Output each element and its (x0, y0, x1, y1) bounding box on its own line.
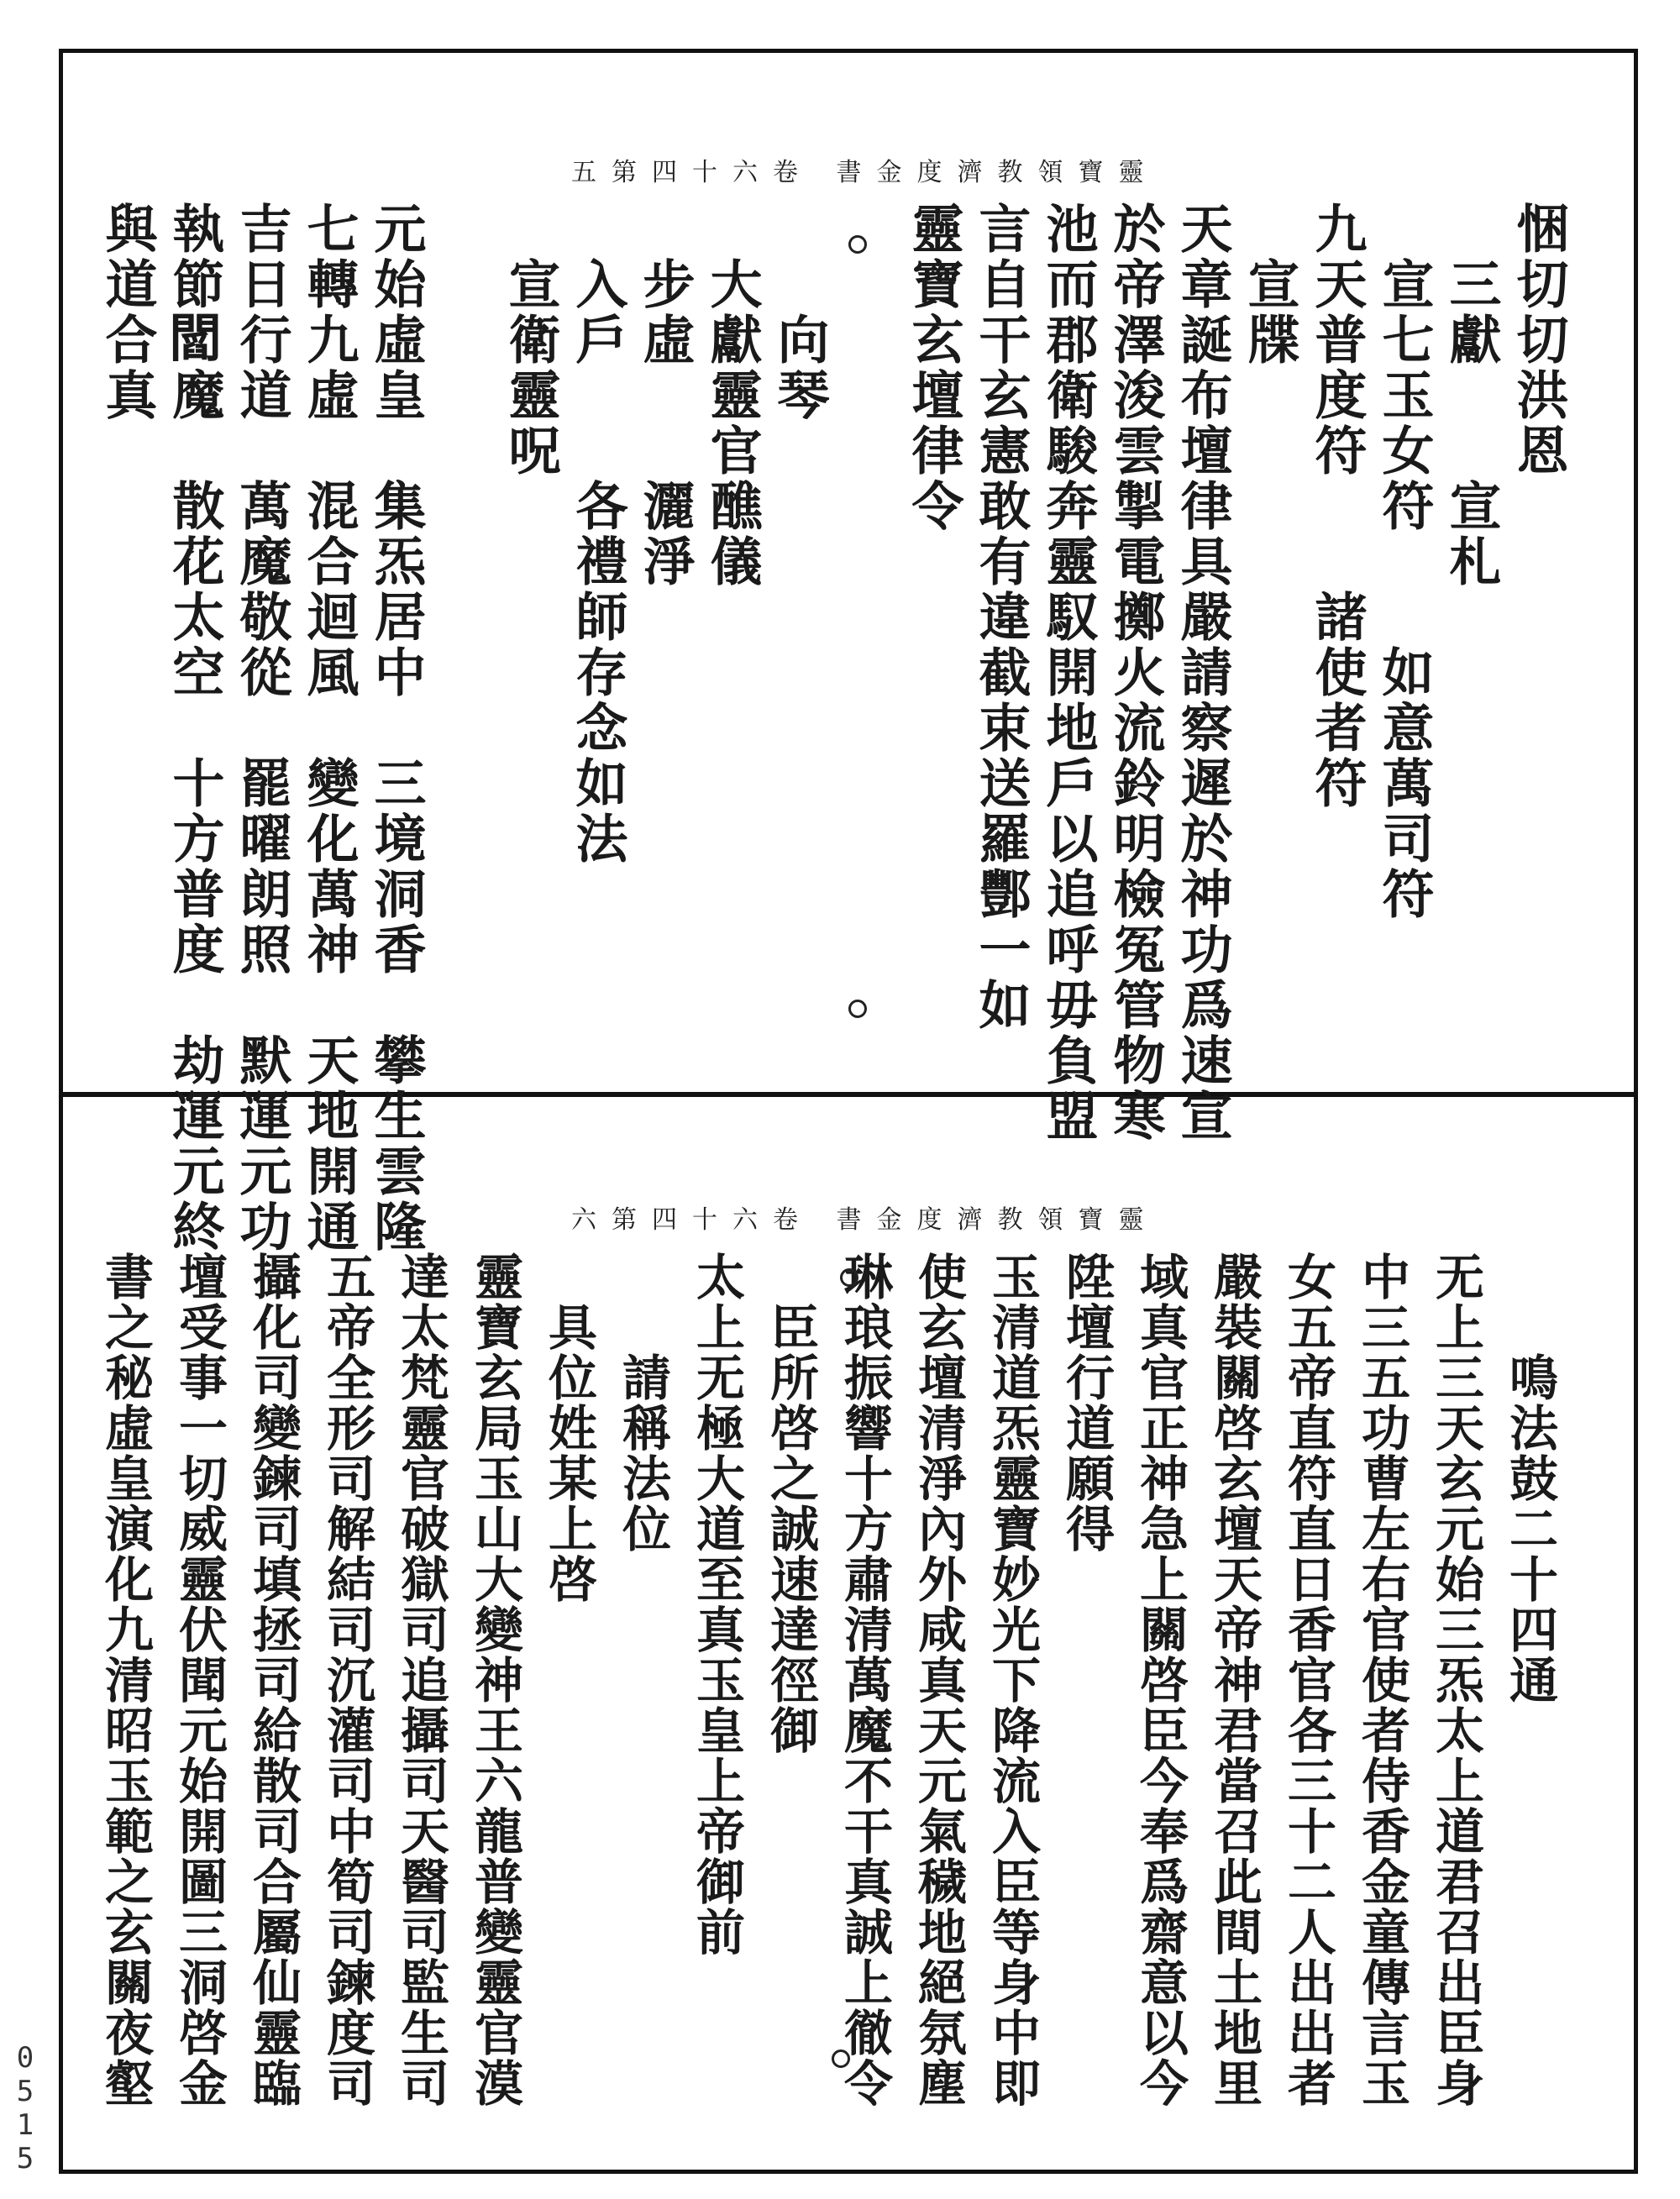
text-column: 攝化司變鍊司填拯司給散司合屬仙靈臨 (244, 1252, 302, 2108)
text-column: 天章誕布壇律具嚴請察遲於神功爲速宣 (1172, 202, 1233, 1144)
page-number: 0515 (8, 2041, 42, 2175)
text-column: 吉日行道 萬魔敬從 罷曜朗照 默運元功 (231, 202, 292, 1255)
text-column: 入戶 各禮師存念如法 (567, 202, 628, 867)
text-column: 言自干玄憲敢有違截束送羅酆一如 (970, 202, 1032, 1033)
text-column: 域真官正神急上關啓臣今奉爲齋意以今 (1131, 1252, 1189, 2108)
circle-mark (832, 2049, 850, 2068)
text-column: 三獻 宣札 (1441, 202, 1502, 590)
text-column: 太上无極大道至真玉皇上帝御前 (688, 1252, 745, 1957)
page-divider (59, 1092, 1638, 1097)
text-column: 女五帝直符直日香官各三十二人出出者 (1279, 1252, 1336, 2108)
text-column: 陞壇行道願得 (1058, 1252, 1115, 1554)
folio-bottom: 靈寶領教濟度金書 卷六十四第六 (571, 1205, 1159, 1235)
text-column: 靈寶玄局玉山大變神王六龍普變靈官漠 (466, 1252, 523, 2108)
text-column: 臣所啓之誠速達徑御 (762, 1252, 819, 1756)
bottom-page-panel (84, 1252, 1579, 2159)
text-column: 悃切切洪恩 (1508, 202, 1569, 479)
text-column: 嚴裝關啓玄壇天帝神君當召此間土地里 (1205, 1252, 1263, 2108)
text-column: 宣牒 (1239, 202, 1300, 368)
text-column: 中三五功曹左右官使者侍香金童傳言玉 (1353, 1252, 1410, 2108)
text-column: 步虛 灑淨 (634, 202, 696, 590)
text-column: 達太梵靈官破獄司追攝司天醫司監生司 (392, 1252, 449, 2108)
text-column: 宣衛靈呪 (500, 202, 561, 479)
text-column: 七轉九虛 混合迴風 變化萬神 天地開通 (298, 202, 360, 1255)
text-column: 元始虛皇 集炁居中 三境洞香 攀生雲隆 (365, 202, 427, 1255)
text-column: 靈寶玄壇律令 (903, 202, 964, 534)
text-column: 向琴 (769, 202, 830, 423)
folio-top: 靈寶領教濟度金書 卷六十四第五 (571, 158, 1159, 187)
text-column: 壇受事一切威靈伏聞元始開圖三洞啓金 (171, 1252, 228, 2108)
text-column: 五帝全形司解結司沉灌司中筍司鍊度司 (318, 1252, 375, 2108)
text-column: 與道合真 (97, 202, 158, 423)
text-column: 請稱法位 (614, 1252, 671, 1554)
text-column: 執節𨶒魔 散花太空 十方普度 劫運元終 (164, 202, 225, 1255)
text-column: 琳琅振響十方肅清萬魔不干真誠上徹令 (836, 1252, 893, 2108)
text-column: 書之秘虛皇演化九清昭玉範之玄關夜壑 (97, 1252, 154, 2108)
text-column: 宣七玉女符 如意萬司符 (1373, 202, 1435, 922)
text-column: 於帝澤浚雲掣電擲火流鈴明檢冤管物寒 (1105, 202, 1166, 1144)
text-column: 九天普度符 諸使者符 (1306, 202, 1368, 811)
text-column: 大獻靈官醮儀 (701, 202, 763, 590)
circle-mark (840, 1268, 858, 1287)
text-column: 具位姓某上啓 (540, 1252, 597, 1604)
text-column: 使玄壇清淨內外咸真天元氣穢地絕氛塵 (910, 1252, 967, 2108)
text-column: 池而郡衛駿奔靈馭開地戶以追呼毋負盟 (1037, 202, 1099, 1144)
circle-mark (848, 235, 867, 254)
text-column: 鳴法鼓二十四通 (1501, 1252, 1558, 1705)
circle-mark (848, 1000, 867, 1018)
text-column: 玉清道炁靈寶妙光下降流入臣等身中即 (984, 1252, 1041, 2108)
text-column: 无上三天玄元始三炁太上道君召出臣身 (1427, 1252, 1484, 2108)
